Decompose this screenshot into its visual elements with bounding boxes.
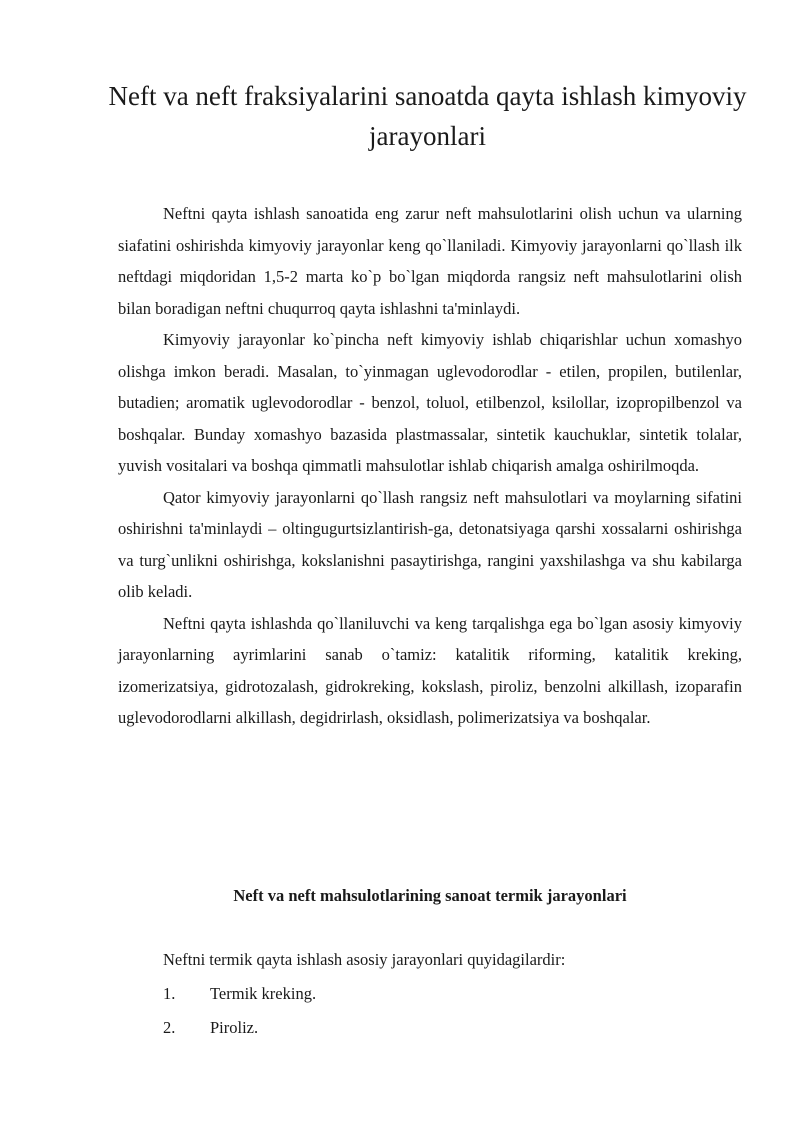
paragraph: Neftni qayta ishlash sanoatida eng zarur neft mahsulotlarini olish uchun va ularning siafatini oshirishda kimyoviy jarayonlar keng qo`llaniladi. Kimyoviy jarayonlarni qo`llash ilk neftdagi miqdoridan 1,5-2 marta ko`p bo`lgan miqdorda rangsiz neft mahsulotlarini olish bilan boradigan neftni chuqurroq qayta ishlashni ta'minlaydi. — [118, 204, 742, 318]
list-item-number: 1. — [163, 984, 176, 1003]
paragraph: Qator kimyoviy jarayonlarni qo`llash rangsiz neft mahsulotlari va moylarning sifatini oshirishni ta'minlaydi – oltingugurtsizlantirish-ga, detonatsiyaga qarshi xossalarni oshirishga va turg`unlikni oshirishga, kokslanishni pasaytirishga, rangini yaxshilashga va shu kabilarga olib keladi. — [118, 487, 742, 601]
list-item-text: Piroliz. — [210, 1017, 259, 1037]
list-item-text: Termik kreking. — [210, 984, 317, 1003]
body-text — [118, 198, 742, 734]
section-heading: Neft va neft mahsulotlarining sanoat termik jarayonlari — [233, 886, 627, 905]
paragraph: Neftni qayta ishlashda qo`llaniluvchi va keng tarqalishga ega bo`lgan asosiy kimyoviy jarayonlarning ayrimlarini sanab o`tamiz: katalitik riforming, katalitik kreking, izomerizatsiya, gidrotozalash, gidrokreking, kokslash, piroliz, benzolni alkillash, izoparafin uglevodorodlarni alkillash, degidrirlash, oksidlash, polimerizatsiya va boshqalar. — [118, 613, 742, 727]
list-item — [163, 977, 316, 1011]
list-item-number: 2. — [163, 1017, 176, 1037]
list-intro: Neftni termik qayta ishlash asosiy jarayonlari quyidagilardir: — [163, 950, 566, 969]
paragraph: Kimyoviy jarayonlar ko`pincha neft kimyoviy ishlab chiqarishlar uchun xomashyo olishga imkon beradi. Masalan, to`yinmagan uglevodorodlar - etilen, propilen, butilenlar, butadien; aromatik uglevodorodlar - benzol, toluol, etilbenzol, ksilollar, izopropilbenzol va boshqalar. Bunday xomashyo bazasida plastmassalar, sintetik kauchuklar, sintetik tolalar, yuvish vositalari va boshqa qimmatli mahsulotlar ishlab chiqarish amalga oshirilmoqda. — [118, 330, 742, 475]
numbered-list — [163, 977, 316, 1044]
list-item — [163, 1011, 316, 1045]
page-title: Neft va neft fraksiyalarini sanoatda qayta ishlash kimyoviy jarayonlari — [108, 81, 747, 151]
